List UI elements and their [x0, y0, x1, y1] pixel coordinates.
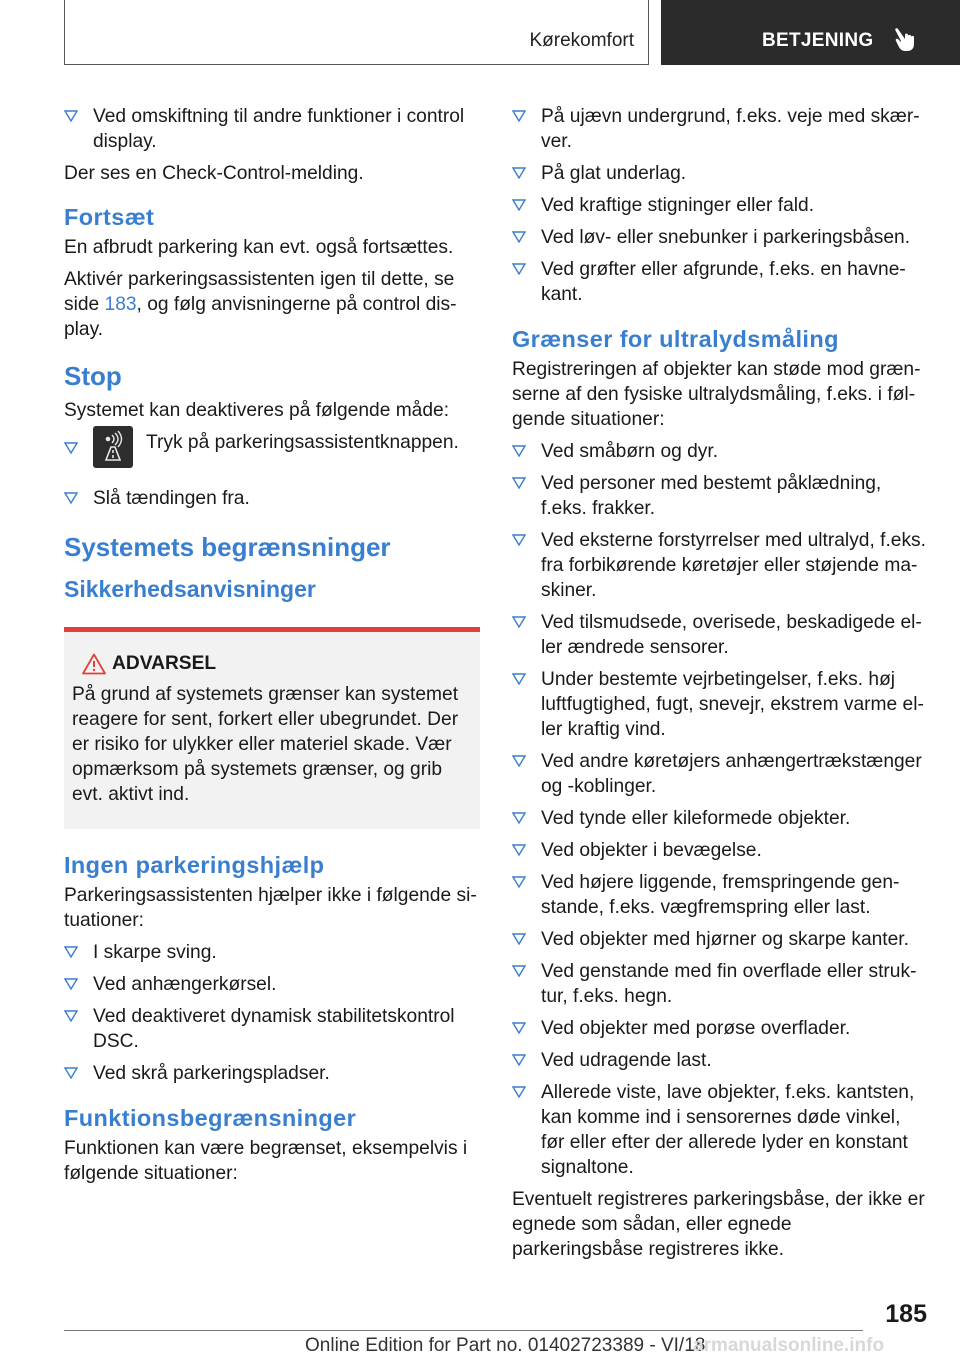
footer-divider [64, 1330, 863, 1331]
list-item-text: Ved anhængerkørsel. [93, 974, 277, 995]
list-item [512, 806, 926, 831]
list-item [512, 257, 926, 307]
paragraph-text: Aktivér parkeringsassistenten igen til dette, se side [64, 269, 455, 315]
list-item-text: Ved objekter i bevægelse. [541, 840, 762, 861]
triangle-bullet-icon [64, 1010, 78, 1022]
triangle-bullet-icon [64, 946, 78, 958]
section-title-ultrasound: Grænser for ultralydsmåling [512, 326, 839, 352]
list-item-text: Ved objekter med porøse overflader. [541, 1018, 851, 1039]
list-item [512, 193, 926, 218]
list-item-text: Ved løv- eller snebunker i parkeringsbåsen. [541, 227, 911, 248]
list-item [512, 528, 926, 603]
list-item-text: Ved skrå parkeringspladser. [93, 1063, 330, 1084]
triangle-bullet-icon [512, 812, 526, 824]
paragraph: Der ses en Check-Control-melding. [64, 163, 364, 184]
triangle-bullet-icon [512, 755, 526, 767]
triangle-bullet-icon [512, 534, 526, 546]
list-item-text: Ved grøfter eller afgrunde, f.eks. en havnekant. [541, 259, 906, 305]
list-item-text: Under bestemte vejrbetingelser, f.eks. høj luftfugtighed, fugt, snevejr, ekstrem varme eller kraftig vind. [541, 669, 924, 740]
list-item-text: Slå tændingen fra. [93, 488, 250, 509]
triangle-bullet-icon [512, 673, 526, 685]
triangle-bullet-icon [512, 263, 526, 275]
list-item [64, 1061, 480, 1086]
warning-triangle-icon [82, 653, 106, 675]
warning-label: ADVARSEL [112, 653, 217, 674]
ultrasound-list [512, 439, 926, 1180]
list-item [512, 838, 926, 863]
triangle-bullet-icon [512, 167, 526, 179]
list-item-text: I skarpe sving. [93, 942, 217, 963]
list-item-text: Tryk på parkeringsassistentknappen. [146, 432, 459, 453]
list-item-text: Ved småbørn og dyr. [541, 441, 719, 462]
right-column [512, 104, 926, 1269]
triangle-bullet-icon [64, 1067, 78, 1079]
paragraph: En afbrudt parkering kan evt. også fortsættes. [64, 237, 454, 258]
triangle-bullet-icon [512, 965, 526, 977]
list-item [512, 749, 926, 799]
edition-text: Online Edition for Part no. 01402723389 - VI/18 [305, 1335, 706, 1356]
warning-text: På grund af systemets grænser kan systemet reagere for sent, forkert eller ubegrundet. Der er risiko for ulykker eller materiel skade. Vær opmærksom på systemets grænser, og grib evt. aktivt ind. [72, 684, 459, 805]
page-number: 185 [885, 1300, 927, 1328]
list-item [64, 486, 480, 511]
header-section-tab [64, 0, 649, 65]
list-item-text: På ujævn undergrund, f.eks. veje med skærver. [541, 106, 920, 152]
list-item [512, 225, 926, 250]
list-item [512, 927, 926, 952]
list-item [512, 1016, 926, 1041]
section-title-limits: Systemets begrænsninger [64, 532, 391, 562]
section-title-function-limits: Funktionsbegrænsninger [64, 1105, 357, 1131]
list-item [512, 610, 926, 660]
header-section-label: Kørekomfort [529, 30, 634, 51]
page-link[interactable]: 183 [104, 294, 137, 315]
list-item [512, 104, 926, 154]
paragraph-text: , og følg anvisningerne på control display. [64, 294, 457, 340]
list-item-text: Ved kraftige stigninger eller fald. [541, 195, 815, 216]
triangle-bullet-icon [512, 616, 526, 628]
list-item-text: Ved eksterne forstyrrelser med ultralyd, f.eks. fra forbikørende køretøjer eller støjende maskiner. [541, 530, 926, 601]
triangle-bullet-icon [64, 492, 78, 504]
list-item [512, 471, 926, 521]
triangle-bullet-icon [512, 876, 526, 888]
triangle-bullet-icon [512, 1086, 526, 1098]
section-title-safety: Sikkerhedsanvisninger [64, 576, 316, 602]
list-item [512, 959, 926, 1009]
triangle-bullet-icon [64, 978, 78, 990]
list-item-text: På glat underlag. [541, 163, 687, 184]
list-item [64, 104, 480, 154]
header-chapter-tab [661, 0, 960, 65]
paragraph: Systemet kan deaktiveres på følgende måde: [64, 400, 450, 421]
list-item [512, 439, 926, 464]
paragraph: Registreringen af objekter kan støde mod grænserne af den fysiske ultralydsmåling, f.eks. i følgende situationer: [512, 359, 921, 430]
list-item [512, 667, 926, 742]
list-item-text: Ved tynde eller kileformede objekter. [541, 808, 851, 829]
triangle-bullet-icon [512, 231, 526, 243]
section-title-stop: Stop [64, 361, 122, 391]
triangle-bullet-icon [512, 1022, 526, 1034]
list-item [512, 161, 926, 186]
pointing-hand-icon [894, 27, 918, 53]
list-item-text: Ved personer med bestemt påklædning, f.eks. frakker. [541, 473, 882, 519]
list-item-text: Ved omskiftning til andre funktioner i control display. [93, 106, 465, 152]
section-title-no-assist: Ingen parkeringshjælp [64, 852, 325, 878]
triangle-bullet-icon [512, 844, 526, 856]
triangle-bullet-icon [512, 933, 526, 945]
triangle-bullet-icon [512, 477, 526, 489]
paragraph: Funktionen kan være begrænset, eksempelvis i følgende situationer: [64, 1138, 468, 1184]
list-item-text: Ved udragende last. [541, 1050, 712, 1071]
surface-list [512, 104, 926, 307]
triangle-bullet-icon [64, 436, 78, 461]
header-chapter-label: BETJENING [762, 30, 874, 51]
park-assist-button-icon [93, 426, 133, 468]
list-item [64, 430, 480, 476]
no-assist-list [64, 940, 480, 1086]
section-title-fortsaet: Fortsæt [64, 204, 155, 230]
triangle-bullet-icon [64, 110, 78, 122]
triangle-bullet-icon [512, 110, 526, 122]
paragraph-with-link [64, 267, 480, 342]
triangle-bullet-icon [512, 1054, 526, 1066]
list-item [64, 940, 480, 965]
list-item-text: Ved genstande med fin overflade eller struktur, f.eks. hegn. [541, 961, 917, 1007]
warning-header [72, 650, 470, 678]
paragraph: Eventuelt registreres parkeringsbåse, der ikke er egnede som sådan, eller egnede parkeringsbåse registreres ikke. [512, 1189, 925, 1260]
list-item-text: Ved andre køretøjers anhængertrækstænger og -koblinger. [541, 751, 922, 797]
list-item [512, 870, 926, 920]
paragraph: Parkeringsassistenten hjælper ikke i følgende situationer: [64, 885, 477, 931]
list-item-text: Allerede viste, lave objekter, f.eks. kantsten, kan komme ind i sensorernes døde vinkel, før eller efter der allerede lyder en konstant signaltone. [541, 1082, 915, 1178]
list-item [64, 1004, 480, 1054]
list-item-text: Ved objekter med hjørner og skarpe kanter. [541, 929, 909, 950]
watermark: armanualsonline.info [693, 1335, 885, 1356]
list-item-text: Ved højere liggende, fremspringende genstande, f.eks. vægfremspring eller last. [541, 872, 900, 918]
list-item [64, 972, 480, 997]
list-item-text: Ved tilsmudsede, overisede, beskadigede eller ændrede sensorer. [541, 612, 922, 658]
triangle-bullet-icon [512, 199, 526, 211]
left-column [64, 104, 480, 1193]
warning-box [64, 627, 480, 829]
list-item [512, 1080, 926, 1180]
list-item-text: Ved deaktiveret dynamisk stabilitetskontrol DSC. [93, 1006, 455, 1052]
triangle-bullet-icon [512, 445, 526, 457]
list-item [512, 1048, 926, 1073]
